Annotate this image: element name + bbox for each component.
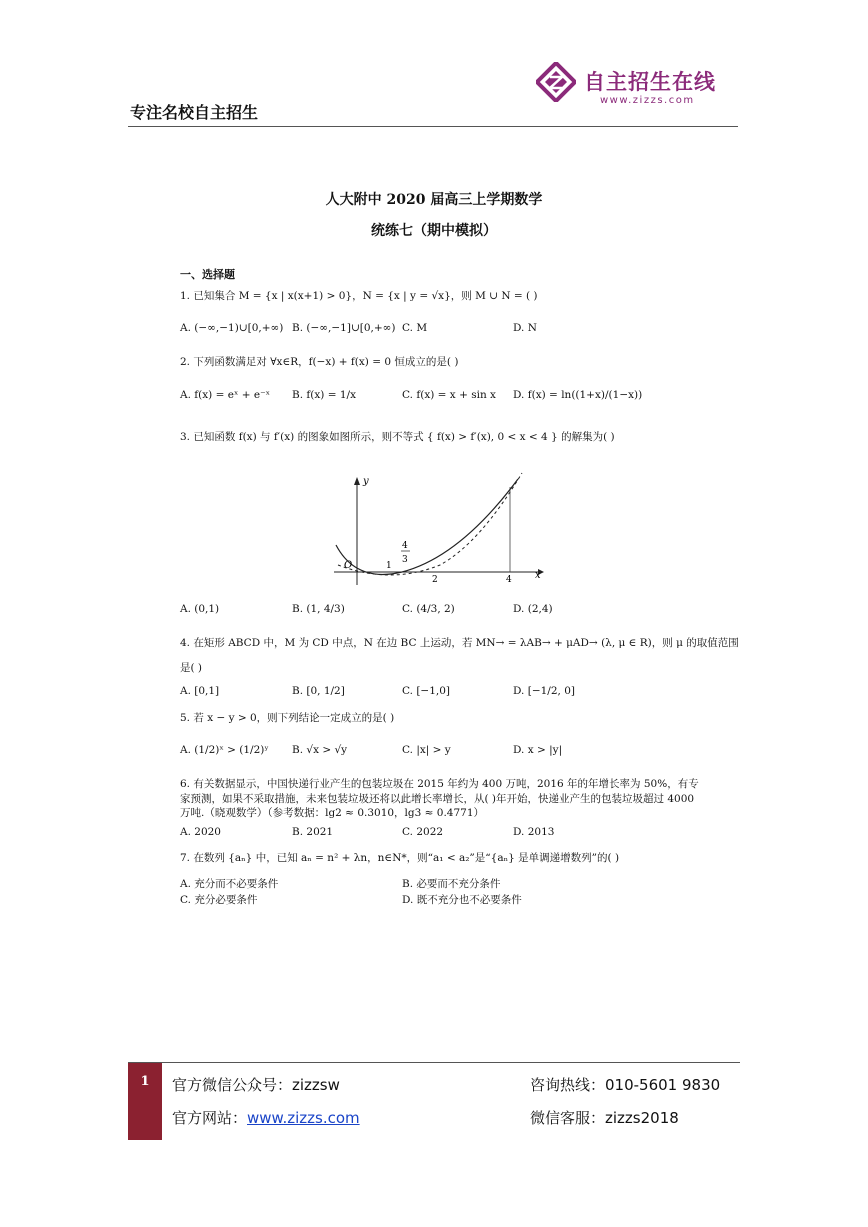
footer-site — [172, 1107, 360, 1128]
question-6-stem: 6. 有关数据显示，中国快递行业产生的包装垃圾在 2015 年约为 400 万吨，2016 年的年增长率为 50%，有专家预测，如果不采取措施，未来包装垃圾还将以此增长率增长，从( )年开始，快递业产生的包装垃圾超过 4000 万吨.（晓观数学）（参考数据：lg2 ≈ 0.3010，lg3 ≈ 0.4771） — [180, 778, 699, 819]
question-2-stem: 2. 下列函数满足对 ∀x∈R，f(−x) + f(x) = 0 恒成立的是( ) — [180, 356, 459, 368]
question-4-option-c: C. [−1,0] — [402, 685, 451, 697]
question-3-stem: 3. 已知函数 f(x) 与 f′(x) 的图象如图所示，则不等式 { f(x) > f′(x), 0 < x < 4 } 的解集为( ) — [180, 431, 615, 443]
question-7-stem: 7. 在数列 {aₙ} 中，已知 aₙ = n² + λn，n∈N*，则“a₁ < a₂”是“{aₙ} 是单调递增数列”的( ) — [180, 852, 620, 864]
question-7-option-a: A. 充分而不必要条件 — [180, 878, 279, 890]
tick-1: 1 — [386, 561, 392, 571]
question-1-option-a: A. (−∞,−1)∪[0,+∞) — [180, 322, 284, 334]
origin-label: O — [344, 560, 353, 571]
question-5-option-b: B. √x > √y — [292, 744, 348, 756]
footer-hotline: 咨询热线：010-5601 9830 — [530, 1076, 721, 1094]
question-6-option-a: A. 2020 — [180, 826, 221, 838]
question-5-option-c: C. |x| > y — [402, 744, 451, 756]
question-7-option-c: C. 充分必要条件 — [180, 894, 258, 906]
footer-divider — [128, 1062, 740, 1063]
question-2-option-a: A. f(x) = eˣ + e⁻ˣ — [180, 389, 271, 401]
footer-site-label: 官方网站： — [172, 1109, 248, 1127]
question-1-option-d: D. N — [513, 322, 537, 334]
doc-subtitle: 统练七（期中模拟） — [371, 223, 497, 239]
page-number: 1 — [140, 1074, 150, 1089]
function-graph — [330, 465, 550, 590]
question-1-stem: 1. 已知集合 M = {x | x(x+1) > 0}，N = {x | y = √x}，则 M ∪ N = ( ) — [180, 290, 538, 302]
question-3-option-d: D. (2,4) — [513, 603, 553, 615]
footer-wechat-label: 官方微信公众号： — [172, 1076, 293, 1094]
axis-y-label: y — [363, 476, 369, 487]
question-4-stem: 4. 在矩形 ABCD 中，M 为 CD 中点，N 在边 BC 上运动，若 MN→ = λAB→ + μAD→ (λ, μ ∈ R)，则 μ 的取值范围 — [180, 637, 739, 649]
question-3-option-b: B. (1, 4/3) — [292, 603, 345, 615]
tick-4-3-num: 4 — [402, 541, 408, 551]
tick-4: 4 — [506, 575, 512, 585]
question-7-option-b: B. 必要而不充分条件 — [402, 878, 501, 890]
question-3-option-c: C. (4/3, 2) — [402, 603, 455, 615]
question-2-option-c: C. f(x) = x + sin x — [402, 389, 496, 401]
question-5-stem: 5. 若 x − y > 0，则下列结论一定成立的是( ) — [180, 712, 395, 724]
question-2-option-b: B. f(x) = 1/x — [292, 389, 357, 401]
axis-x-label: x — [535, 570, 541, 581]
tick-4-3-den: 3 — [402, 555, 408, 565]
question-3-option-a: A. (0,1) — [180, 603, 220, 615]
question-6-option-d: D. 2013 — [513, 826, 555, 838]
question-4-stem-cont: 是( ) — [180, 662, 203, 674]
footer-wechat-id: zizzsw — [292, 1076, 340, 1094]
tick-2: 2 — [432, 575, 438, 585]
question-4-option-b: B. [0, 1/2] — [292, 685, 345, 697]
logo-name: 自主招生在线 — [584, 70, 716, 94]
y-axis-arrow-icon — [354, 477, 360, 485]
zizzs-logo-icon — [536, 62, 576, 102]
question-4-option-d: D. [−1/2, 0] — [513, 685, 575, 697]
question-1-option-c: C. M — [402, 322, 428, 334]
question-1-option-b: B. (−∞,−1]∪[0,+∞) — [292, 322, 396, 334]
doc-title: 人大附中 2020 届高三上学期数学 — [325, 192, 543, 208]
question-2-option-d: D. f(x) = ln((1+x)/(1−x)) — [513, 389, 643, 401]
curve-f-prime — [338, 473, 522, 575]
question-7-option-d: D. 既不充分也不必要条件 — [402, 894, 522, 906]
question-5-option-d: D. x > |y| — [513, 744, 563, 756]
curve-f — [336, 479, 518, 574]
header-tagline: 专注名校自主招生 — [130, 103, 259, 122]
header-divider — [128, 126, 738, 127]
section-heading: 一、选择题 — [180, 268, 235, 281]
question-5-option-a: A. (1/2)ˣ > (1/2)ʸ — [180, 744, 269, 756]
footer-wechat — [172, 1074, 340, 1095]
question-4-option-a: A. [0,1] — [180, 685, 220, 697]
footer-site-link[interactable]: www.zizzs.com — [247, 1109, 360, 1127]
footer-service: 微信客服：zizzs2018 — [530, 1109, 679, 1127]
logo-url: www.zizzs.com — [600, 95, 695, 106]
question-6-option-c: C. 2022 — [402, 826, 444, 838]
question-6-option-b: B. 2021 — [292, 826, 334, 838]
